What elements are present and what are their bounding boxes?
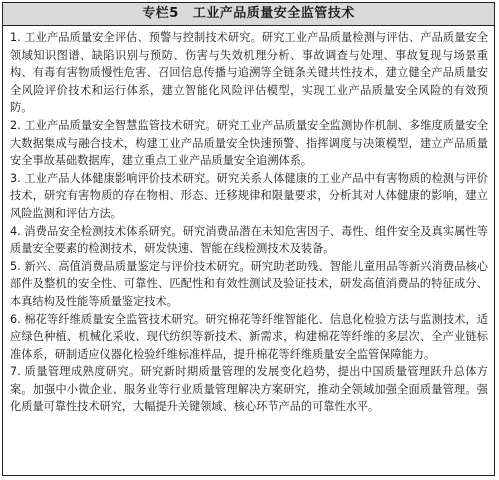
- list-item: 6. 棉花等纤维质量安全监管技术研究。研究棉花等纤维智能化、信息化检验方法与监测技术，适应绿色种植、机械化采收、现代纺织等新技术、新需求，构建棉花等纤维的多层次、全产业链标准体系，研制适应仪器化检验纤维标准样品，提升棉花等纤维质量安全监管保障能力。: [10, 312, 488, 361]
- list-item: 2. 工业产品质量安全智慧监管技术研究。研究工业产品质量安全监测协作机制、多维度质量安全大数据集成与融合技术，构建工业产品质量安全快速预警、指挥调度与决策模型，建立产品质量安全事故基础数据库，建立重点工业产品质量安全追溯体系。: [10, 118, 488, 168]
- list-item: 5. 新兴、高值消费品质量鉴定与评价技术研究。研究助老助残、智能儿童用品等新兴消费品核心部件及整机的安全性、可靠性、匹配性和有效性测试及验证技术，研发高值消费品的特征成分、本真结构及性能等质量鉴定技术。: [10, 259, 488, 308]
- column-header: [3, 3, 494, 26]
- list-item: 7. 质量管理成熟度研究。研究新时期质量管理的发展变化趋势，提出中国质量管理跃升总体方案。加强中小微企业、服务业等行业质量管理解决方案研究，推动全领域加强全面质量管理。强化质量可靠性技术研究，大幅提升关键领域、核心环节产品的可靠性水平。: [10, 365, 488, 414]
- column-box: [2, 2, 495, 476]
- column-body: [3, 26, 494, 416]
- list-item: 3. 工业产品人体健康影响评价技术研究。研究关系人体健康的工业产品中有害物质的检测与评价技术，研究有害物质的存在物相、形态、迁移规律和限量要求，分析其对人体健康的影响，建立风险监测和评估方法。: [10, 171, 488, 220]
- list-item: 4. 消费品安全检测技术体系研究。研究消费品潜在未知危害因子、毒性、组件安全及真实属性等质量安全要素的检测技术，研发快速、智能在线检测技术及装备。: [10, 224, 488, 256]
- column-label: 专栏5: [142, 6, 179, 21]
- column-title: 工业产品质量安全监管技术: [192, 6, 355, 21]
- list-item: 1. 工业产品质量安全评估、预警与控制技术研究。研究工业产品质量检测与评估、产品质量安全领域知识图谱、缺陷识别与预防、伤害与失效机理分析、事故调查与处理、事故复现与场景重构、有毒有害物质慢性危害、召回信息传播与追溯等全链条关键共性技术，建立健全产品质量安全风险评价技术和运行体系，建立智能化风险评估模型，实现工业产品质量安全风险的有效预防。: [10, 31, 488, 115]
